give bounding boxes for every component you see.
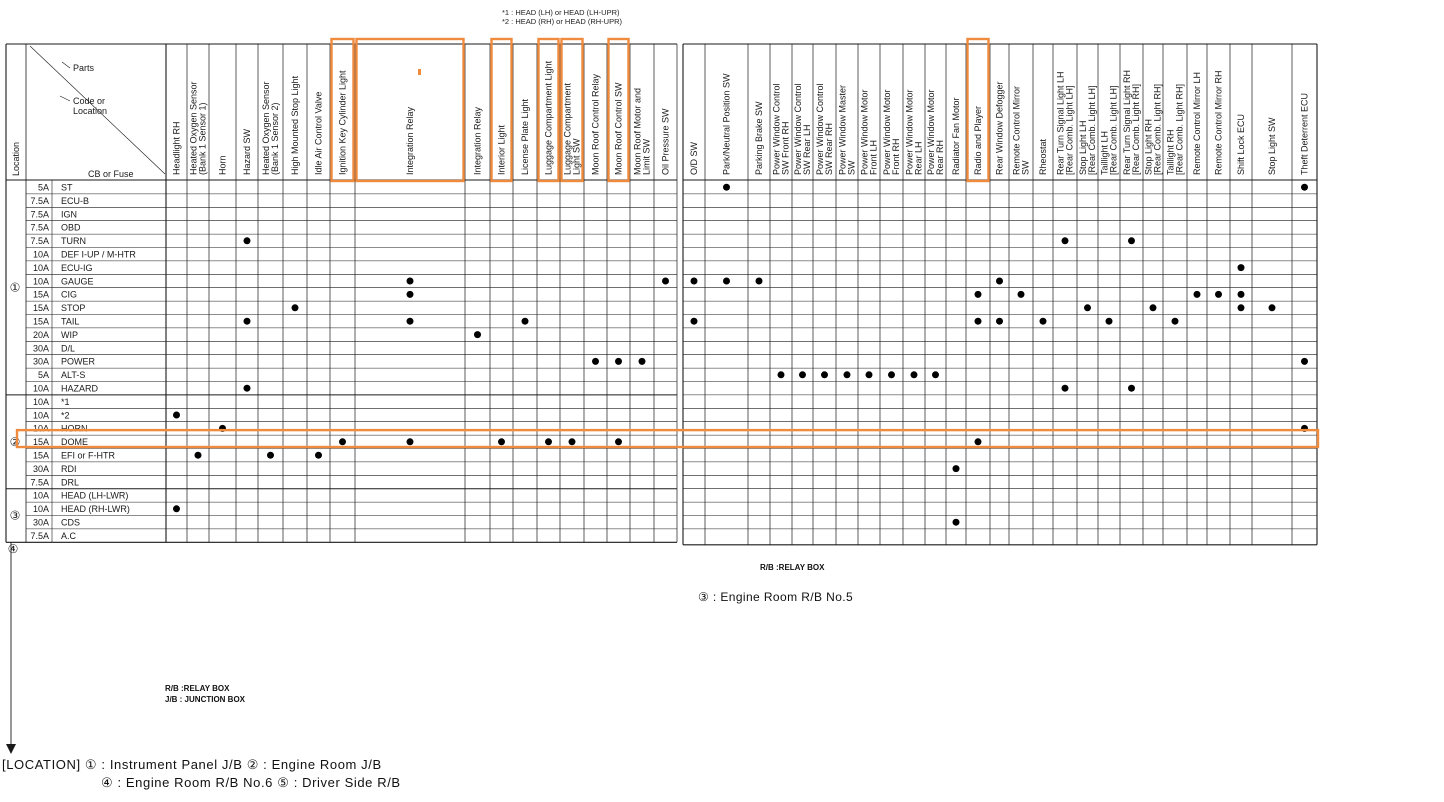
column-header-35: [1078, 85, 1097, 175]
row-fuse-7: GAUGE: [61, 276, 94, 287]
row-amp-21: 30A: [32, 463, 49, 474]
column-header-38-line-1: [Rear Comb. Light RH]: [1152, 83, 1163, 175]
column-header-39-line-1: [Rear Comb. Light RH]: [1174, 83, 1185, 175]
column-header-0-line-0: Headlight RH: [171, 121, 182, 175]
column-header-30: [973, 106, 983, 175]
row-amp-2: 7.5A: [30, 209, 49, 220]
column-header-25: [860, 89, 879, 175]
junction-box-note: J/B : JUNCTION BOX: [165, 695, 246, 704]
column-header-23: [815, 83, 834, 175]
connection-dot: [996, 278, 1003, 285]
code-leader: [60, 96, 70, 101]
connection-dot: [498, 438, 505, 445]
connection-dot: [1301, 358, 1308, 365]
row-fuse-9: STOP: [61, 303, 86, 314]
connection-dot: [1194, 291, 1201, 298]
column-header-10-line-0: Interior Light: [496, 124, 507, 175]
column-header-17: [661, 108, 671, 175]
column-header-18-line-0: O/D SW: [689, 142, 699, 175]
column-header-19: [722, 73, 732, 175]
row-amp-23: 10A: [32, 490, 49, 501]
connection-dot: [756, 278, 763, 285]
row-amp-19: 15A: [32, 437, 49, 448]
row-fuse-6: ECU-IG: [61, 262, 93, 273]
column-header-35-line-1: [Rear Comb. Light LH]: [1087, 85, 1097, 175]
integration-relay-mark: [418, 69, 421, 75]
connection-dot: [474, 331, 481, 338]
column-header-27-line-0: Power Window Motor: [904, 89, 915, 175]
column-header-42-line-0: Shift Lock ECU: [1236, 113, 1246, 175]
header-code-location-label: Location: [73, 106, 108, 116]
header-parts-label: Parts: [73, 63, 95, 73]
column-header-0: [172, 121, 182, 175]
connection-dot: [1084, 304, 1091, 311]
column-header-16-line-0: Moon Roof Motor and: [632, 87, 643, 175]
row-amp-17: 10A: [32, 410, 49, 421]
column-header-27-line-1: Rear LH: [913, 141, 924, 175]
column-header-26: [882, 89, 901, 175]
location-group-0: ①: [9, 280, 21, 295]
column-header-24: [838, 85, 857, 175]
connection-dot: [1040, 318, 1047, 325]
row-fuse-26: A.C: [61, 530, 77, 541]
location-legend-line-2: ④ : Engine Room R/B No.6 ⑤ : Driver Side R/B: [101, 775, 401, 790]
connection-dot: [662, 278, 669, 285]
connection-dot: [691, 318, 698, 325]
column-header-37-line-1: [Rear Comb. Light RH]: [1131, 83, 1141, 175]
column-header-4: [261, 81, 280, 175]
column-header-11-line-0: License Plate Light: [520, 98, 530, 175]
row-fuse-16: *1: [61, 396, 70, 407]
column-header-1-line-1: (Bank 1 Sensor 1): [197, 102, 208, 175]
connection-dot: [173, 412, 180, 419]
row-amp-16: 10A: [32, 396, 49, 407]
column-header-19-line-0: Park/Neutral Position SW: [721, 73, 732, 175]
row-fuse-3: OBD: [61, 222, 81, 233]
row-highlight-box: [17, 430, 1318, 447]
connection-dot: [888, 371, 895, 378]
column-header-44-line-0: Theft Deterrent ECU: [1299, 92, 1310, 175]
column-header-11: [520, 98, 530, 175]
connection-dot: [173, 505, 180, 512]
row-fuse-4: TURN: [61, 236, 86, 247]
connection-dot: [639, 358, 646, 365]
connection-dot: [1062, 385, 1069, 392]
column-header-9: [473, 106, 483, 175]
column-header-28: [926, 89, 945, 175]
column-header-37-line-0: Rear Turn Signal Light RH: [1122, 69, 1132, 175]
row-amp-18: 10A: [32, 423, 49, 434]
connection-dot: [315, 452, 322, 459]
column-header-26-line-0: Power Window Motor: [882, 89, 892, 175]
connection-dot: [821, 371, 828, 378]
column-header-41: [1214, 70, 1224, 175]
engine-room-rb-caption: ③ : Engine Room R/B No.5: [698, 590, 854, 604]
column-header-6: [314, 92, 324, 175]
location-group-1: ②: [9, 434, 21, 449]
column-header-14-line-0: Moon Roof Control Relay: [590, 73, 601, 175]
connection-dot: [844, 371, 851, 378]
column-header-8-line-0: Integration Relay: [405, 106, 415, 175]
column-header-43: [1267, 117, 1277, 175]
column-header-35-line-0: Stop Light LH: [1078, 120, 1088, 175]
column-header-40-line-0: Remote Control Mirror LH: [1192, 71, 1202, 175]
header-location-label: Location: [11, 141, 21, 176]
head-note-2: *2 : HEAD (RH) or HEAD (RH-UPR): [502, 17, 623, 26]
column-header-38: [1144, 84, 1163, 175]
row-amp-1: 7.5A: [30, 195, 49, 206]
connection-dot: [975, 438, 982, 445]
row-amp-20: 15A: [32, 450, 49, 461]
header-cb-fuse-label: CB or Fuse: [88, 169, 134, 179]
column-header-22: [793, 83, 812, 175]
row-fuse-19: DOME: [61, 437, 88, 448]
column-header-12: [544, 60, 554, 175]
column-header-25-line-1: Front LH: [868, 139, 879, 175]
row-fuse-18: HORN: [61, 423, 88, 434]
connection-dot: [932, 371, 939, 378]
column-header-21: [772, 83, 791, 175]
row-fuse-24: HEAD (RH-LWR): [61, 504, 130, 515]
column-header-24-line-1: SW: [846, 160, 857, 175]
connection-dot: [592, 358, 599, 365]
connection-dot: [975, 318, 982, 325]
row-amp-22: 7.5A: [30, 477, 49, 488]
row-fuse-14: ALT-S: [61, 370, 86, 381]
row-amp-14: 5A: [37, 370, 49, 381]
row-amp-24: 10A: [32, 504, 49, 515]
connection-dot: [723, 184, 730, 191]
column-header-34: [1056, 71, 1075, 175]
column-header-7: [338, 70, 348, 175]
column-header-13-line-1: Light SW: [571, 138, 582, 175]
row-amp-7: 10A: [32, 276, 49, 287]
column-header-20: [754, 101, 764, 175]
column-header-37: [1122, 70, 1141, 175]
column-header-21-line-1: SW Front RH: [780, 121, 791, 175]
connection-dot: [1150, 304, 1157, 311]
row-fuse-20: EFI or F-HTR: [61, 450, 115, 461]
row-fuse-11: WIP: [61, 329, 78, 340]
column-header-7-line-0: Ignition Key Cylinder Light: [337, 70, 348, 175]
row-fuse-2: IGN: [61, 209, 78, 220]
column-header-1: [189, 81, 208, 175]
column-header-29-line-0: Radiator Fan Motor: [951, 97, 961, 175]
row-amp-4: 7.5A: [30, 236, 49, 247]
column-header-15: [614, 82, 624, 175]
header-code-label: Code or: [73, 96, 106, 106]
column-header-33-line-0: Rheostat: [1038, 138, 1048, 175]
column-header-16-line-1: Limit SW: [641, 139, 652, 175]
connection-dot: [244, 318, 251, 325]
connection-dot: [1018, 291, 1025, 298]
connection-dot: [1172, 318, 1179, 325]
column-header-18: [689, 141, 699, 175]
row-amp-5: 10A: [32, 249, 49, 260]
row-fuse-23: HEAD (LH-LWR): [61, 490, 129, 501]
connection-dot: [615, 358, 622, 365]
column-header-5: [290, 75, 300, 175]
column-header-36: [1100, 85, 1119, 175]
row-amp-13: 30A: [32, 356, 49, 367]
row-amp-3: 7.5A: [30, 222, 49, 233]
connection-dot: [1128, 385, 1135, 392]
column-header-27: [905, 89, 924, 175]
location-arrow-head: [6, 744, 16, 754]
row-fuse-5: DEF I-UP / M-HTR: [61, 249, 136, 260]
connection-dot: [778, 371, 785, 378]
row-amp-6: 10A: [32, 262, 49, 273]
connection-dot: [691, 278, 698, 285]
connection-dot: [407, 438, 414, 445]
row-fuse-21: RDI: [61, 463, 77, 474]
column-header-36-line-1: [Rear Comb. Light LH]: [1108, 85, 1119, 175]
connection-dot: [1128, 237, 1135, 244]
column-header-20-line-0: Parking Brake SW: [754, 101, 764, 175]
column-header-40: [1192, 72, 1202, 175]
column-header-4-line-0: Heated Oxygen Sensor: [261, 81, 271, 175]
connection-dot: [911, 371, 918, 378]
row-amp-26: 7.5A: [30, 530, 49, 541]
row-fuse-1: ECU-B: [61, 195, 90, 206]
column-header-31-line-0: Rear Window Defogger: [994, 81, 1005, 175]
connection-dot: [569, 438, 576, 445]
connection-dot: [195, 452, 202, 459]
column-header-21-line-0: Power Window Control: [771, 83, 782, 175]
row-fuse-12: D/L: [61, 343, 76, 354]
column-header-33: [1038, 138, 1048, 175]
connection-dot: [1106, 318, 1113, 325]
connection-dot: [723, 278, 730, 285]
relay-box-note: R/B :RELAY BOX: [165, 684, 230, 693]
connection-dot: [1269, 304, 1276, 311]
row-amp-25: 30A: [32, 517, 49, 528]
connection-dot: [522, 318, 529, 325]
column-header-22-line-1: SW Rear LH: [802, 124, 812, 175]
connection-dot: [975, 291, 982, 298]
row-fuse-15: HAZARD: [61, 383, 99, 394]
column-header-26-line-1: Front RH: [891, 138, 901, 175]
column-header-34-line-1: [Rear Comb. Light LH]: [1064, 85, 1075, 175]
connection-dot: [1238, 264, 1245, 271]
location-group-2: ③: [9, 508, 21, 523]
column-header-39: [1166, 84, 1185, 175]
connection-dot: [615, 438, 622, 445]
connection-dot: [339, 438, 346, 445]
column-header-24-line-0: Power Window Master: [837, 84, 848, 175]
column-header-36-line-0: Taillight LH: [1099, 130, 1110, 175]
connection-dot: [1238, 291, 1245, 298]
column-header-5-line-0: High Mounted Stop Light: [290, 75, 300, 175]
connection-dot: [866, 371, 873, 378]
connection-dot: [1301, 184, 1308, 191]
column-header-38-line-0: Stop Light RH: [1143, 118, 1154, 175]
column-header-32-line-1: SW: [1020, 160, 1031, 175]
connection-dot: [407, 318, 414, 325]
connection-dot: [244, 385, 251, 392]
column-header-16: [633, 88, 652, 175]
column-header-2: [218, 155, 228, 175]
row-fuse-8: CIG: [61, 289, 78, 300]
connection-dot: [292, 304, 299, 311]
row-fuse-25: CDS: [61, 517, 81, 528]
parts-leader: [62, 62, 70, 68]
column-header-17-line-0: Oil Pressure SW: [660, 108, 671, 175]
connection-dot: [267, 452, 274, 459]
connection-dot: [407, 278, 414, 285]
column-header-31: [995, 81, 1005, 175]
column-header-6-line-0: Idle Air Control Valve: [313, 91, 324, 175]
column-header-23-line-1: SW Rear RH: [824, 122, 834, 175]
connection-dot: [1238, 304, 1245, 311]
column-header-22-line-0: Power Window Control: [793, 83, 803, 175]
head-note-1: *1 : HEAD (LH) or HEAD (LH-UPR): [502, 8, 620, 17]
row-fuse-10: TAIL: [61, 316, 80, 327]
column-header-4-line-1: (Bank 1 Sensor 2): [270, 102, 280, 175]
column-header-3: [242, 128, 252, 175]
row-amp-8: 15A: [32, 289, 49, 300]
row-amp-0: 5A: [37, 182, 49, 193]
row-fuse-0: ST: [61, 182, 73, 193]
connection-dot: [996, 318, 1003, 325]
row-amp-9: 15A: [32, 303, 49, 314]
column-header-43-line-0: Stop Light SW: [1267, 117, 1277, 175]
column-header-32: [1012, 86, 1031, 175]
connection-dot: [953, 519, 960, 526]
connection-dot: [1215, 291, 1222, 298]
column-header-42: [1236, 114, 1246, 175]
row-fuse-13: POWER: [61, 356, 96, 367]
column-header-15-line-0: Moon Roof Control SW: [613, 82, 624, 175]
location-legend-line-1: [LOCATION] ① : Instrument Panel J/B ② : Engine Room J/B: [2, 757, 382, 772]
row-amp-15: 10A: [32, 383, 49, 394]
column-header-28-line-1: Rear RH: [935, 139, 945, 175]
column-header-1-line-0: Heated Oxygen Sensor: [188, 81, 199, 175]
column-header-2-line-0: Horn: [217, 155, 228, 175]
connection-dot: [1062, 237, 1069, 244]
column-header-30-line-0: Radio and Player: [973, 105, 983, 175]
column-header-32-line-0: Remote Control Mirror: [1011, 85, 1022, 175]
row-amp-12: 30A: [32, 343, 49, 354]
column-header-10: [497, 124, 507, 175]
column-header-25-line-0: Power Window Motor: [859, 89, 870, 175]
column-header-3-line-0: Hazard SW: [242, 128, 252, 175]
column-header-9-line-0: Integration Relay: [472, 106, 483, 175]
row-fuse-22: DRL: [61, 477, 80, 488]
column-header-12-line-0: Luggage Compartment Light: [543, 60, 554, 175]
column-header-8: [405, 106, 415, 175]
connection-dot: [407, 291, 414, 298]
row-fuse-17: *2: [61, 410, 70, 421]
connection-dot: [953, 465, 960, 472]
location-group-3: ④: [7, 542, 19, 556]
row-amp-10: 15A: [32, 316, 49, 327]
column-header-44: [1300, 93, 1310, 175]
connection-dot: [799, 371, 806, 378]
column-header-39-line-0: Taillight RH: [1165, 129, 1176, 175]
column-header-13: [563, 82, 582, 175]
column-header-13-line-0: Luggage Compartment: [562, 82, 573, 175]
column-header-29: [951, 97, 961, 175]
connection-dot: [244, 237, 251, 244]
column-header-41-line-0: Remote Control Mirror RH: [1213, 70, 1224, 175]
column-header-28-line-0: Power Window Motor: [926, 89, 936, 175]
column-header-14: [591, 73, 601, 175]
connection-dot: [545, 438, 552, 445]
column-header-34-line-0: Rear Turn Signal Light LH: [1055, 71, 1066, 175]
column-header-23-line-0: Power Window Control: [815, 83, 825, 175]
relay-box-note-right: R/B :RELAY BOX: [760, 563, 825, 572]
row-amp-11: 20A: [32, 329, 49, 340]
